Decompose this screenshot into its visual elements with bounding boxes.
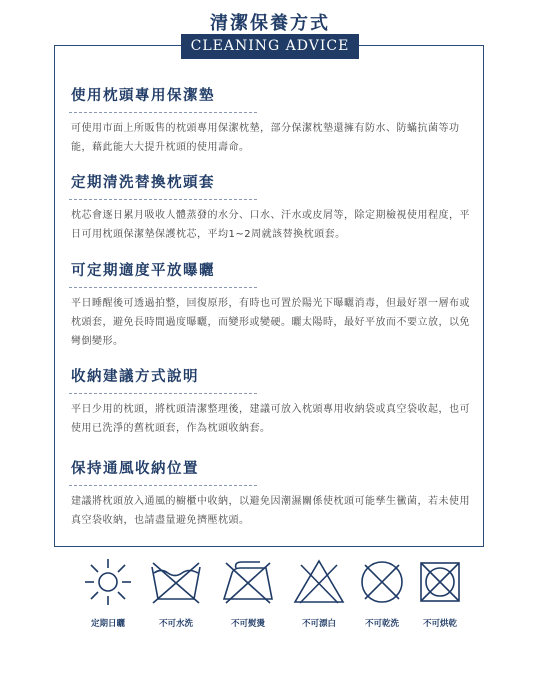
page-subtitle-banner: CLEANING ADVICE (181, 34, 359, 59)
section-heading: 保持通風收納位置 (71, 460, 199, 477)
no-tumble-dry-icon (415, 557, 465, 607)
section-body: 建議將枕頭放入通風的櫥櫃中收納，以避免因潮濕關係使枕頭可能孳生黴菌，若未使用真空袋收納，也請盡量避免擠壓枕頭。 (71, 496, 470, 526)
section-heading: 收納建議方式說明 (71, 368, 199, 385)
no-dryclean-icon (357, 557, 407, 607)
section-body: 平日少用的枕頭，將枕頭清潔整理後，建議可放入枕頭專用收納袋或真空袋收起，也可使用已洗淨的舊枕頭套，作為枕頭收納套。 (71, 404, 470, 434)
care-label: 不可烘乾 (422, 619, 457, 629)
no-iron-icon (220, 557, 276, 607)
care-label: 不可熨燙 (230, 619, 265, 629)
no-wash-icon (149, 557, 203, 607)
care-item-no-dryclean (352, 557, 412, 629)
section-sun-drying (69, 259, 471, 351)
section-heading: 可定期適度平放曝曬 (71, 262, 215, 279)
care-label: 定期日曬 (90, 619, 125, 629)
divider (69, 287, 257, 288)
section-body: 平日睡醒後可透過拍整，回復原形，有時也可置於陽光下曝曬消毒，但最好罩一層布或枕頭套，避免長時間過度曝曬，而變形或變硬。曬太陽時，最好平放而不要立放，以免彎倒變形。 (71, 298, 470, 347)
section-pillowcase (69, 171, 471, 244)
care-label: 不可漂白 (301, 619, 336, 629)
divider (69, 112, 257, 113)
sun-icon (83, 557, 133, 607)
section-body: 可使用市面上所販售的枕頭專用保潔枕墊，部分保潔枕墊還擁有防水、防蟎抗菌等功能，藉此能大大提升枕頭的使用壽命。 (71, 123, 460, 153)
section-storage (69, 365, 471, 438)
care-item-no-wash (146, 557, 206, 629)
care-item-no-tumble-dry (410, 557, 470, 629)
section-protector (69, 84, 471, 157)
care-item-sun (78, 557, 138, 629)
no-bleach-icon (292, 557, 346, 607)
care-item-no-iron (218, 557, 278, 629)
care-label: 不可水洗 (158, 619, 193, 629)
care-item-no-bleach (289, 557, 349, 629)
section-heading: 定期清洗替換枕頭套 (71, 174, 215, 191)
section-ventilation (69, 457, 471, 530)
divider (69, 485, 257, 486)
divider (69, 393, 257, 394)
divider (69, 199, 257, 200)
care-label: 不可乾洗 (364, 619, 399, 629)
care-icons-row (78, 557, 470, 629)
section-heading: 使用枕頭專用保潔墊 (71, 87, 215, 104)
page-title: 清潔保養方式 (210, 13, 330, 34)
section-body: 枕芯會逐日累月吸收人體蒸發的水分、口水、汗水或皮屑等，除定期檢視使用程度，平日可用枕頭保潔墊保護枕芯，平均1~2周就該替換枕頭套。 (71, 210, 470, 240)
